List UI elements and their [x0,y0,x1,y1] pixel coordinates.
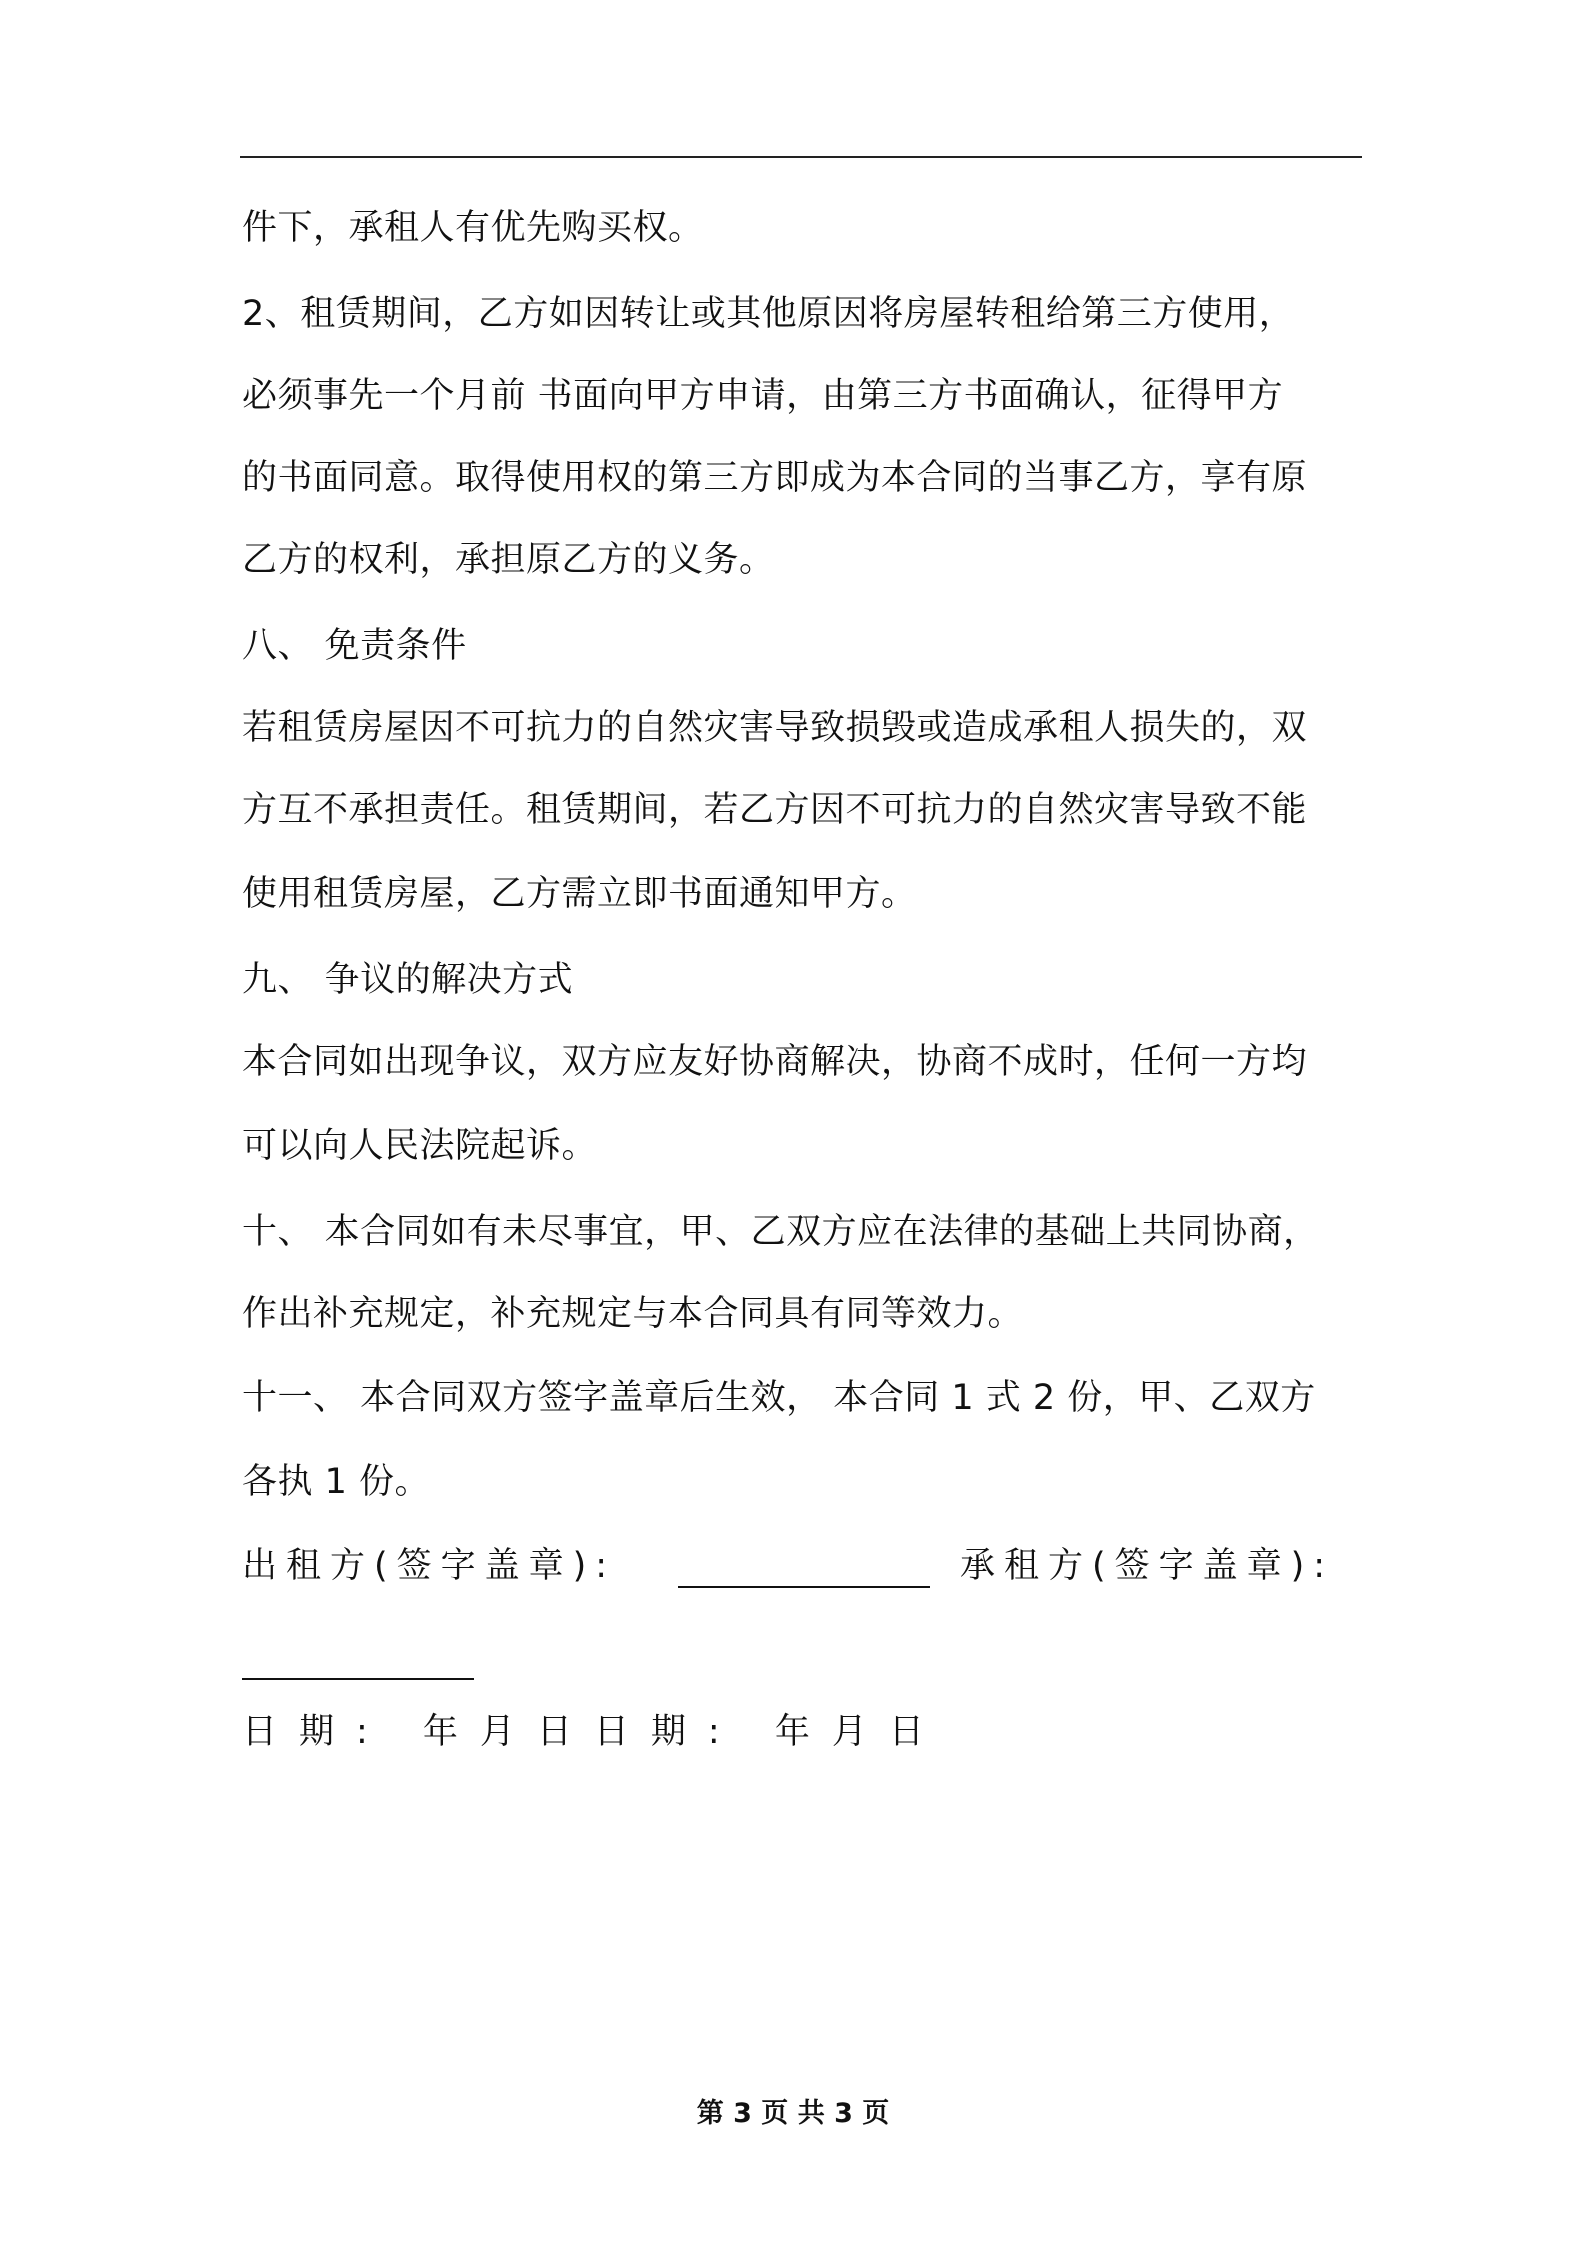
body-line-5: 乙方的权利，承担原乙方的义务。 [242,540,775,580]
body-line-14: 作出补充规定，补充规定与本合同具有同等效力。 [242,1294,1024,1334]
section-heading-11: 十一、 本合同双方签字盖章后生效， 本合同 1 式 2 份，甲、乙双方 [242,1378,1316,1418]
body-line-7: 若租赁房屋因不可抗力的自然灾害导致损毁或造成承租人损失的，双 [242,708,1308,748]
body-line-11: 本合同如出现争议，双方应友好协商解决，协商不成时，任何一方均 [242,1042,1308,1082]
lessee-signature-label: 承租方(签字盖章): [960,1546,1335,1586]
body-line-8: 方互不承担责任。租赁期间，若乙方因不可抗力的自然灾害导致不能 [242,790,1308,830]
section-heading-10: 十、 本合同如有未尽事宜，甲、乙双方应在法律的基础上共同协商， [242,1212,1319,1252]
body-line-9: 使用租赁房屋，乙方需立即书面通知甲方。 [242,874,917,914]
body-line-2: 2、租赁期间，乙方如因转让或其他原因将房屋转租给第三方使用， [242,294,1295,334]
date-line: 日期: 年月日日期: 年月日 [242,1712,946,1752]
page-number: 第 3 页 共 3 页 [696,2098,890,2129]
body-line-3: 必须事先一个月前 书面向甲方申请，由第三方书面确认，征得甲方 [242,376,1284,416]
body-line-1: 件下，承租人有优先购买权。 [242,208,704,248]
header-rule [240,156,1362,158]
lessor-signature-label: 出租方(签字盖章): [242,1546,617,1586]
body-line-4: 的书面同意。取得使用权的第三方即成为本合同的当事乙方，享有原 [242,458,1308,498]
body-line-16: 各执 1 份。 [242,1462,431,1502]
section-heading-9: 九、 争议的解决方式 [242,960,574,1000]
section-heading-8: 八、 免责条件 [242,626,467,666]
lessor-signature-blank [678,1586,930,1588]
body-line-12: 可以向人民法院起诉。 [242,1126,598,1166]
lessee-signature-blank [242,1678,474,1680]
